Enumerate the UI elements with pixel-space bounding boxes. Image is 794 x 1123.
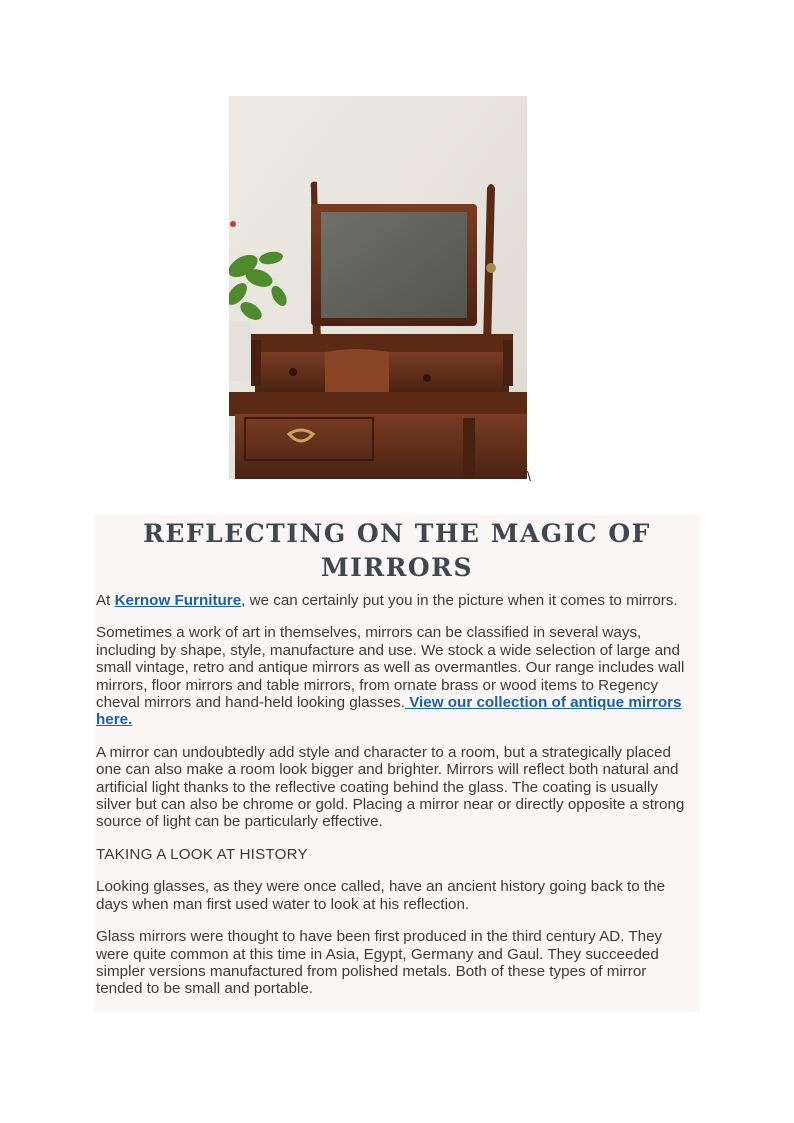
history-paragraph: Looking glasses, as they were once called, have an ancient history going back to the days when man first used water to look at his reflection. — [96, 878, 666, 913]
intro-paragraph — [96, 592, 696, 609]
antique-mirror-photo — [229, 96, 527, 479]
intro-suffix: , we can certainly put you in the picture when it comes to mirrors. — [241, 592, 678, 609]
stray-backslash: \ — [527, 468, 531, 484]
title-line-2: MIRRORS — [320, 553, 474, 582]
intro-prefix: At — [96, 592, 115, 609]
article-title — [94, 515, 700, 585]
mirrors-paragraph — [96, 624, 696, 728]
kernow-furniture-link[interactable]: Kernow Furniture — [114, 592, 242, 609]
article-panel — [94, 515, 700, 1012]
title-line-1: REFLECTING ON THE MAGIC OF — [143, 519, 651, 548]
article-body — [96, 592, 696, 1013]
antique-mirrors-link[interactable]: View our collection of antique mirrors here. — [96, 694, 682, 729]
glass-mirrors-paragraph: Glass mirrors were thought to have been first produced in the third century AD. They were quite common at this time in Asia, Egypt, Germany and Gaul. They succeeded simpler versions manufactured from polished metals. Both of these types of mirror tended to be small and portable. — [96, 928, 663, 998]
light-paragraph: A mirror can undoubtedly add style and character to a room, but a strategically placed one can also make a room look bigger and brighter. Mirrors will reflect both natural and artificial light thanks to the reflective coating behind the glass. The coating is usually silver but can also be chrome or gold. Placing a mirror near or directly opposite a strong source of light can be particularly effective. — [96, 743, 685, 831]
mirrors-text: Sometimes a work of art in themselves, mirrors can be classified in several ways, including by shape, style, manufacture and use. We stock a wide selection of large and small vintage, retro and antique mirrors as well as overmantles. Our range includes wall mirrors, floor mirrors and table mirrors, from ornate brass or wood items to Regency cheval mirrors and hand-held looking glasses. — [96, 624, 685, 712]
section-heading: TAKING A LOOK AT HISTORY — [96, 845, 308, 863]
